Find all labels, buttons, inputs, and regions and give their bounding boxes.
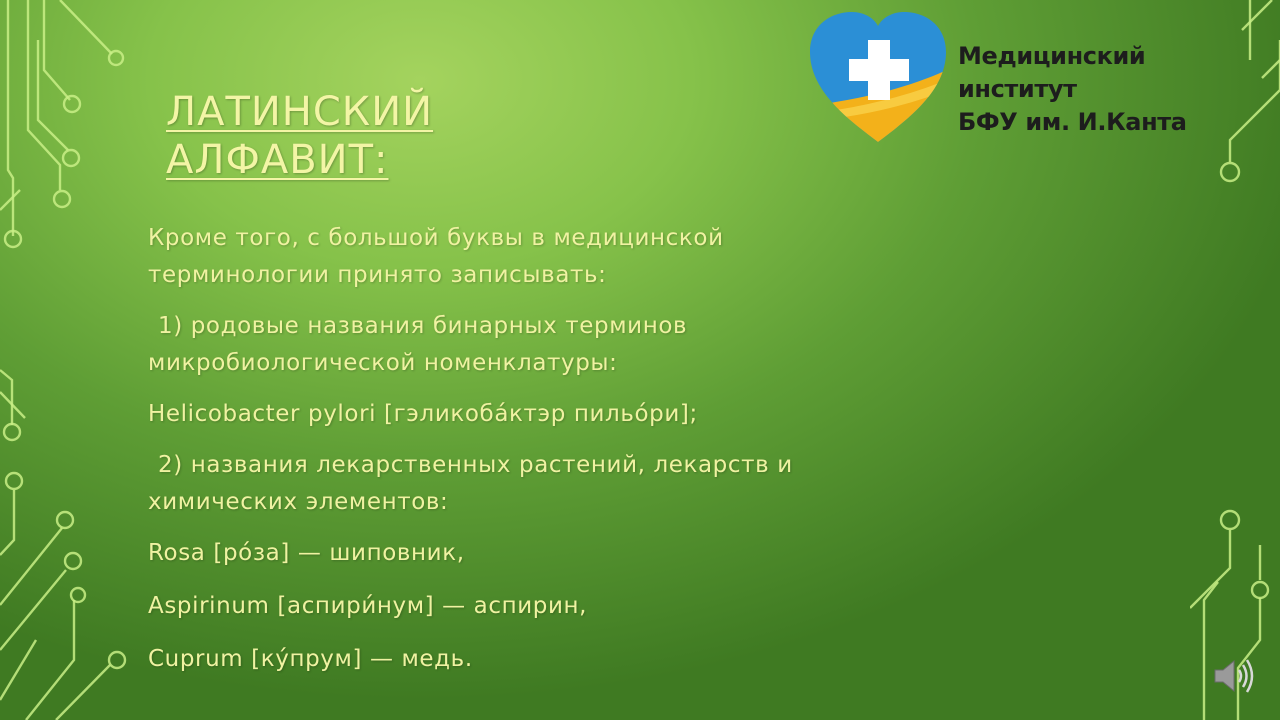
slide-title [166, 88, 433, 184]
institute-name [958, 40, 1246, 139]
heart-cross-icon [806, 10, 951, 150]
example-rosa: Rosa [ро́за] — шиповник, [148, 540, 465, 566]
institute-name-line-2: БФУ им. И.Канта [958, 108, 1187, 136]
item2-line-2: химических элементов: [148, 489, 449, 515]
example-aspirinum: Aspirinum [аспири́нум] — аспирин, [148, 593, 588, 619]
example-helicobacter: Helicobacter pylori [гэликоба́ктэр пильо́ри]; [148, 401, 698, 427]
slide-body [148, 220, 838, 694]
slide-title-line-1: ЛАТИНСКИЙ [166, 89, 434, 135]
institute-name-line-1: Медицинский институт [958, 42, 1146, 103]
list-item-1 [148, 308, 838, 382]
institute-logo [806, 10, 1246, 150]
intro-paragraph [148, 220, 838, 294]
item1-line-1: 1) родовые названия бинарных терминов [158, 313, 688, 339]
speaker-icon[interactable] [1212, 656, 1258, 696]
example-cuprum: Cuprum [ку́прум] — медь. [148, 646, 473, 672]
item2-line-1: 2) названия лекарственных растений, лекарств и [158, 452, 793, 478]
intro-line-1: Кроме того, с большой буквы в медицинской [148, 225, 724, 251]
slide-title-line-2: АЛФАВИТ: [166, 137, 389, 183]
list-item-2 [148, 447, 838, 521]
intro-line-2: терминологии принято записывать: [148, 262, 607, 288]
item1-line-2: микробиологической номенклатуры: [148, 350, 618, 376]
circuit-decoration-left [0, 0, 140, 720]
